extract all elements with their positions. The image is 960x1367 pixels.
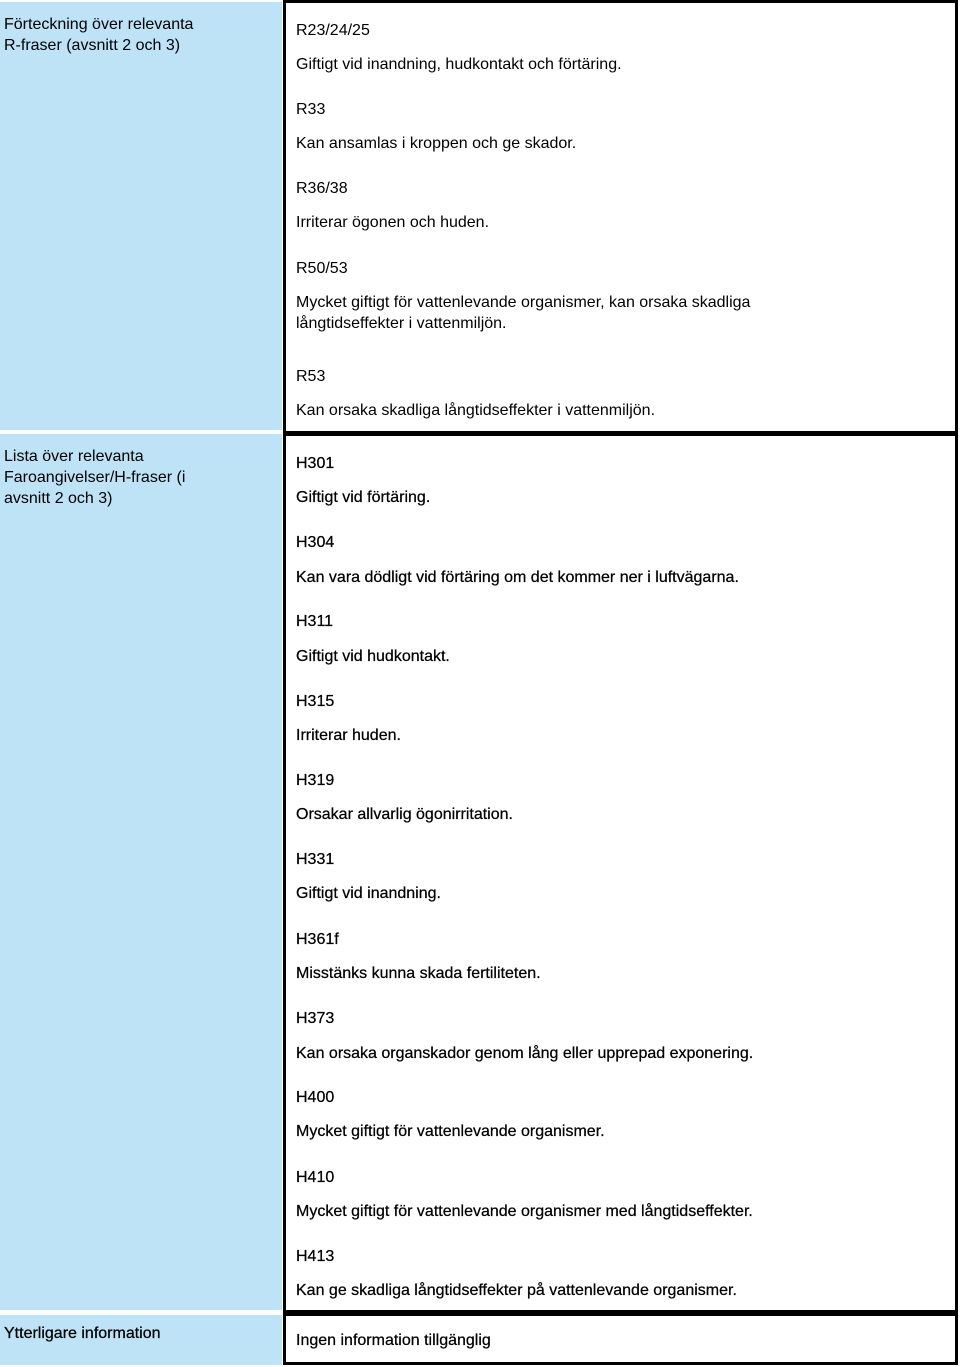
additional-info-label bbox=[0, 1315, 282, 1365]
r-phrase-text: Kan orsaka skadliga långtidseffekter i vattenmiljön. bbox=[296, 402, 656, 419]
h-phrase-text: Giftigt vid förtäring. bbox=[296, 489, 431, 506]
h-phrase-text: Misstänks kunna skada fertiliteten. bbox=[296, 965, 541, 982]
r-phrase-text: Irriterar ögonen och huden. bbox=[296, 214, 490, 231]
h-phrase-text: Giftigt vid hudkontakt. bbox=[296, 648, 450, 665]
r-phrase-text: Giftigt vid inandning, hudkontakt och förtäring. bbox=[296, 56, 622, 73]
h-phrases-label-line1: Lista över relevanta bbox=[4, 448, 144, 465]
h-phrase-code: H410 bbox=[296, 1169, 335, 1186]
h-phrase-code: H304 bbox=[296, 534, 335, 551]
h-phrase-text: Mycket giftigt för vattenlevande organismer. bbox=[296, 1123, 605, 1140]
h-phrase-text: Kan ge skadliga långtidseffekter på vattenlevande organismer. bbox=[296, 1282, 737, 1299]
r-phrase-text: Kan ansamlas i kroppen och ge skador. bbox=[296, 135, 577, 152]
r-phrases-box bbox=[283, 0, 958, 434]
r-phrase-code: R50/53 bbox=[296, 260, 348, 277]
h-phrase-code: H315 bbox=[296, 693, 335, 710]
h-phrase-text: Giftigt vid inandning. bbox=[296, 885, 441, 902]
h-phrase-text: Kan orsaka organskador genom lång eller upprepad exponering. bbox=[296, 1045, 754, 1062]
h-phrase-code: H373 bbox=[296, 1010, 335, 1027]
h-phrase-text: Orsakar allvarlig ögonirritation. bbox=[296, 806, 513, 823]
additional-info-label-text: Ytterligare information bbox=[4, 1325, 161, 1342]
h-phrases-label-line2: Faroangivelser/H-fraser (i bbox=[4, 469, 186, 486]
r-phrase-code: R53 bbox=[296, 368, 326, 385]
additional-info-box bbox=[283, 1313, 958, 1365]
h-phrase-text: Kan vara dödligt vid förtäring om det kommer ner i luftvägarna. bbox=[296, 569, 739, 586]
r-phrase-text-continued: långtidseffekter i vattenmiljön. bbox=[296, 315, 507, 332]
h-phrase-code: H331 bbox=[296, 851, 335, 868]
r-phrase-code: R33 bbox=[296, 101, 326, 118]
h-phrase-code: H301 bbox=[296, 455, 335, 472]
r-phrase-code: R36/38 bbox=[296, 180, 348, 197]
h-phrase-text: Mycket giftigt för vattenlevande organismer med långtidseffekter. bbox=[296, 1203, 753, 1220]
h-phrase-code: H400 bbox=[296, 1089, 335, 1106]
r-phrases-label bbox=[0, 2, 282, 430]
r-phrase-text: Mycket giftigt för vattenlevande organismer, kan orsaka skadliga bbox=[296, 294, 751, 311]
r-phrase-code: R23/24/25 bbox=[296, 22, 370, 39]
r-phrases-label-line1: Förteckning över relevanta bbox=[4, 16, 194, 33]
h-phrases-label bbox=[0, 434, 282, 1310]
h-phrase-code: H319 bbox=[296, 772, 335, 789]
h-phrases-box bbox=[283, 433, 958, 1313]
h-phrase-code: H413 bbox=[296, 1248, 335, 1265]
h-phrase-text: Irriterar huden. bbox=[296, 727, 401, 744]
h-phrase-code: H311 bbox=[296, 613, 334, 630]
h-phrases-label-line3: avsnitt 2 och 3) bbox=[4, 490, 113, 507]
h-phrase-code: H361f bbox=[296, 931, 339, 948]
additional-info-value: Ingen information tillgänglig bbox=[296, 1332, 491, 1349]
r-phrases-label-line2: R-fraser (avsnitt 2 och 3) bbox=[4, 37, 181, 54]
